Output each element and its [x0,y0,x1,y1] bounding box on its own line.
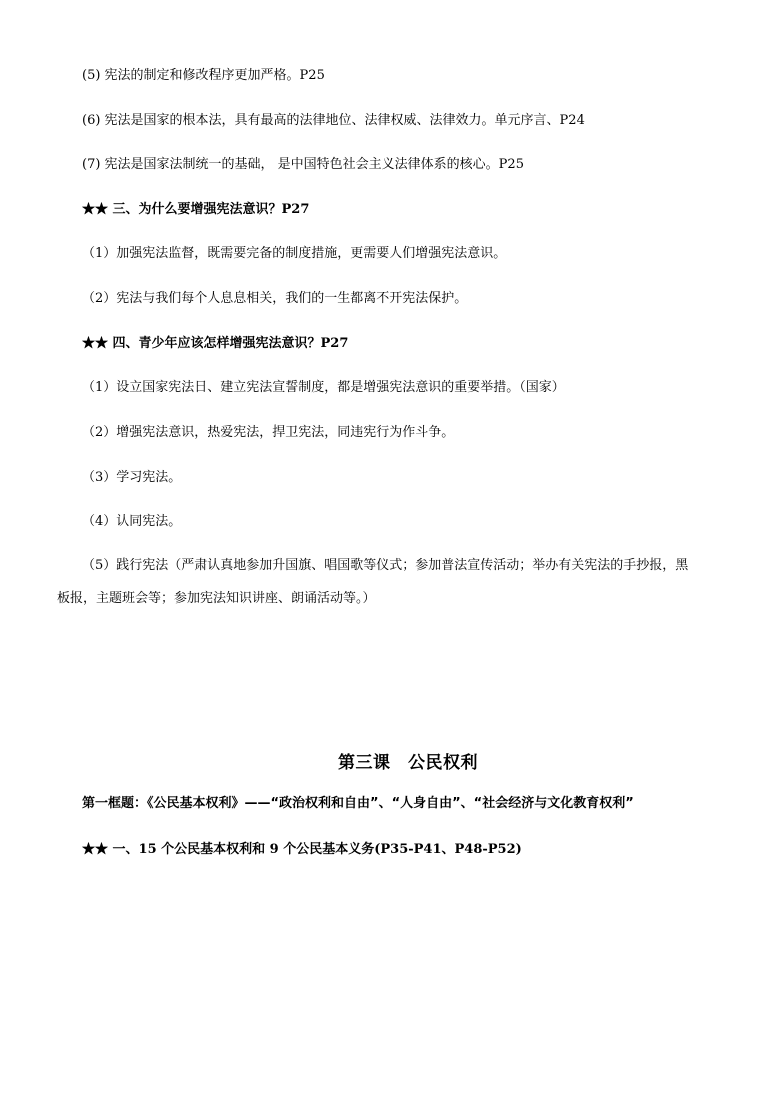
lesson-subtitle: 第一框题：《公民基本权利》——“政治权利和自由”、“人身自由”、“社会经济与文化教育权利” [82,796,634,811]
measure-5-line-2: 板报，主题班会等；参加宪法知识讲座、朗诵活动等。） [57,591,376,606]
measure-2: （2）增强宪法意识，热爱宪法，捍卫宪法，同违宪行为作斗争。 [82,425,455,440]
item-6-fundamental-law: (6) 宪法是国家的根本法，具有最高的法律地位、法律权威、法律效力。单元序言、P24 [82,113,585,128]
heading-rights-and-duties: ★★ 一、15 个公民基本权利和 9 个公民基本义务(P35-P41、P48-P52) [82,842,522,857]
measure-3: （3）学习宪法。 [82,470,182,485]
reason-1: （1）加强宪法监督，既需要完备的制度措施，更需要人们增强宪法意识。 [82,246,507,261]
measure-4: （4）认同宪法。 [82,514,182,529]
heading-why-constitution-awareness: ★★ 三、为什么要增强宪法意识？P27 [82,202,310,217]
item-7-legal-unity: (7) 宪法是国家法制统一的基础， 是中国特色社会主义法律体系的核心。P25 [82,157,524,172]
heading-how-youth-enhance: ★★ 四、青少年应该怎样增强宪法意识？P27 [82,336,349,351]
lesson-title: 第三课 公民权利 [338,753,478,773]
measure-5-line-1: （5）践行宪法（严肃认真地参加升国旗、唱国歌等仪式；参加普法宣传活动；举办有关宪法的手抄报，黑 [82,558,689,573]
measure-1: （1）设立国家宪法日、建立宪法宣誓制度，都是增强宪法意识的重要举措。（国家） [82,380,565,395]
item-5-procedure: (5) 宪法的制定和修改程序更加严格。P25 [82,68,325,83]
reason-2: （2）宪法与我们每个人息息相关，我们的一生都离不开宪法保护。 [82,291,468,306]
